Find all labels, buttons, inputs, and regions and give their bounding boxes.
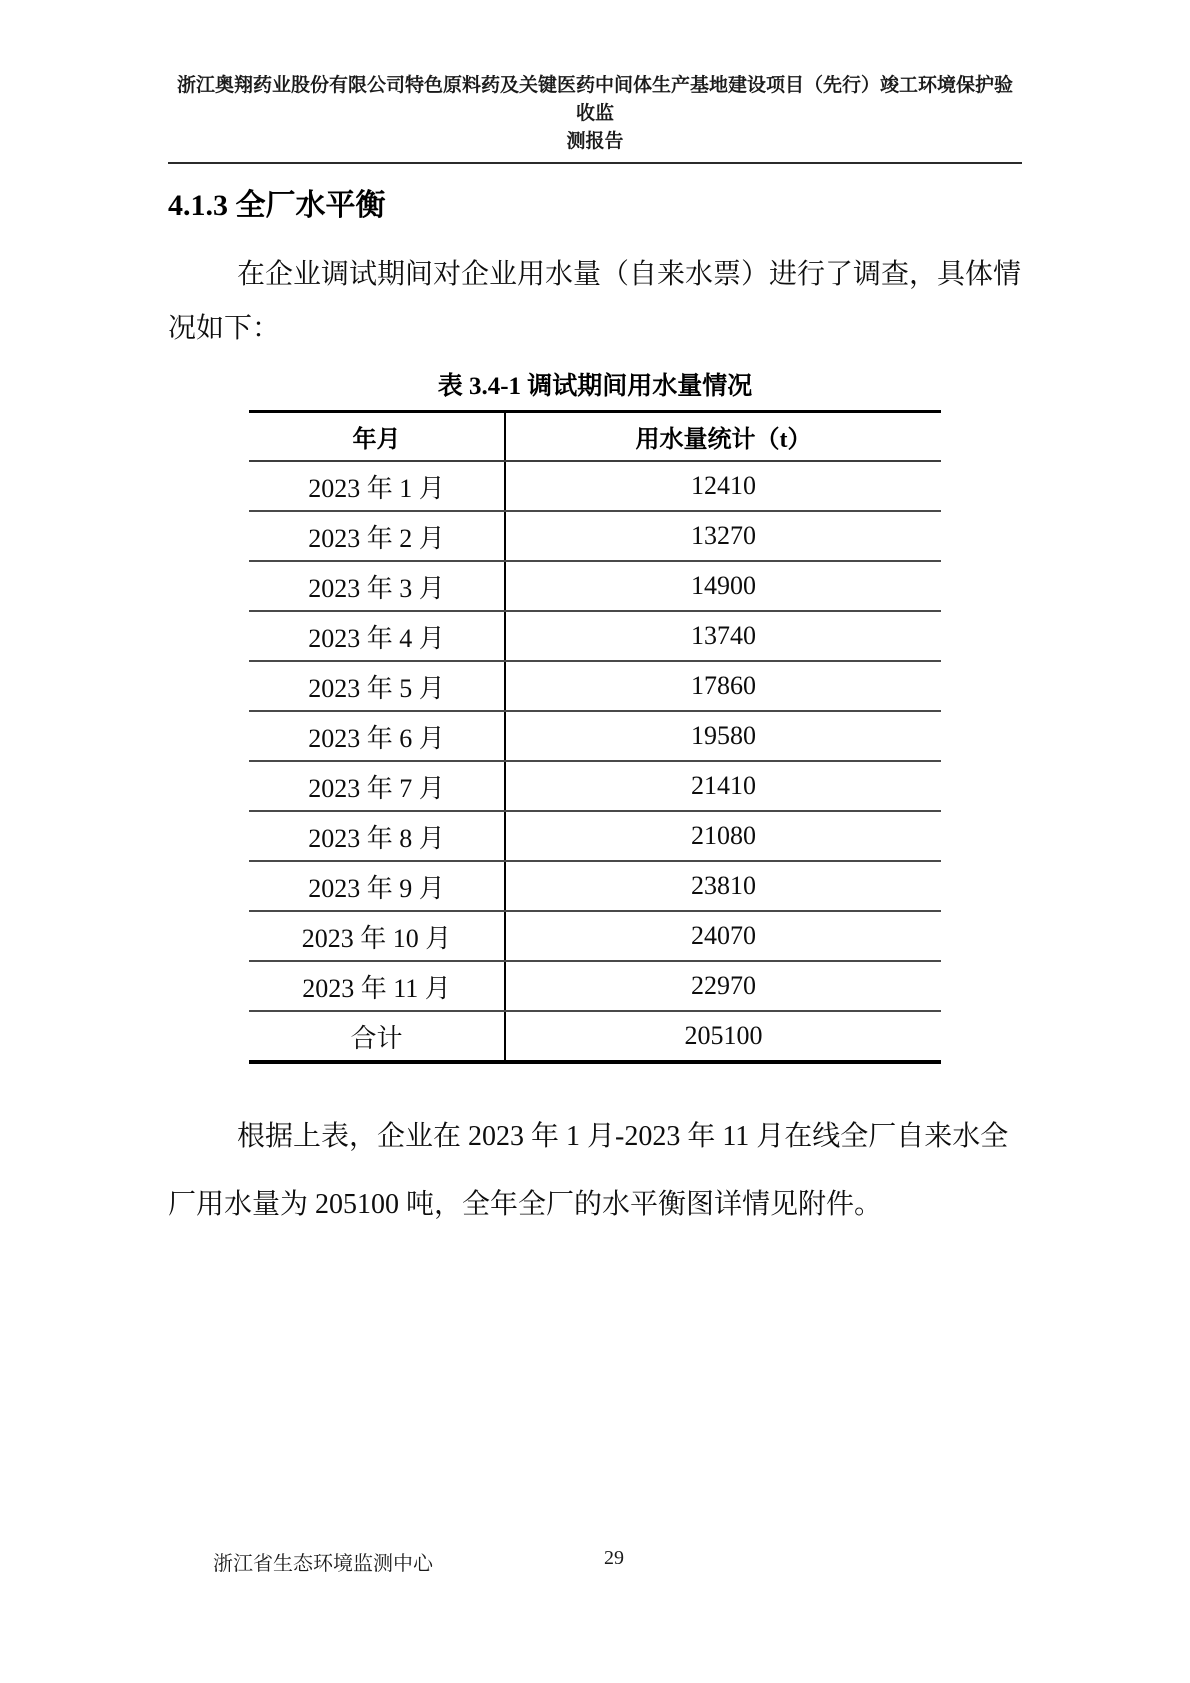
- cell-usage: 14900: [505, 561, 941, 611]
- header-title-line2: 测报告: [566, 131, 624, 152]
- cell-month: 2023 年 3 月: [249, 561, 505, 611]
- cell-month: 2023 年 11 月: [249, 961, 505, 1011]
- column-header-month: 年月: [249, 412, 505, 462]
- water-usage-table: [249, 410, 941, 1064]
- cell-usage: 24070: [505, 911, 941, 961]
- cell-usage: 21080: [505, 811, 941, 861]
- footer-organization: 浙江省生态环境监测中心: [213, 1553, 433, 1575]
- table-row: [249, 961, 941, 1011]
- summary-paragraph-line1: 根据上表，企业在 2023 年 1 月-2023 年 11 月在线全厂自来水全: [237, 1121, 1009, 1152]
- table-row: [249, 911, 941, 961]
- table-row: [249, 811, 941, 861]
- table-row: [249, 711, 941, 761]
- cell-month: 2023 年 2 月: [249, 511, 505, 561]
- cell-month: 2023 年 10 月: [249, 911, 505, 961]
- summary-paragraph-line2: 厂用水量为 205100 吨，全年全厂的水平衡图详情见附件。: [168, 1189, 883, 1220]
- section-heading: 4.1.3 全厂水平衡: [168, 189, 386, 222]
- table-header-row: [249, 412, 941, 462]
- cell-usage: 23810: [505, 861, 941, 911]
- cell-usage: 205100: [684, 1021, 763, 1050]
- cell-usage: 21410: [505, 761, 941, 811]
- page-number: 29: [604, 1547, 624, 1569]
- table-row: [249, 511, 941, 561]
- intro-paragraph: [168, 260, 1022, 344]
- header-rule: [168, 162, 1022, 164]
- table-row: [249, 861, 941, 911]
- table-row: [249, 461, 941, 511]
- summary-paragraph: [168, 1122, 1022, 1220]
- cell-month: 2023 年 5 月: [249, 661, 505, 711]
- cell-month: 2023 年 6 月: [249, 711, 505, 761]
- cell-usage: 13270: [505, 511, 941, 561]
- cell-usage: 19580: [505, 711, 941, 761]
- header-title-line1: 浙江奥翔药业股份有限公司特色原料药及关键医药中间体生产基地建设项目（先行）竣工环境保护验收监: [176, 75, 1013, 124]
- cell-usage: 17860: [505, 661, 941, 711]
- table-caption: 表 3.4-1 调试期间用水量情况: [437, 373, 753, 400]
- cell-month: 合计: [249, 1011, 505, 1062]
- cell-month: 2023 年 7 月: [249, 761, 505, 811]
- intro-paragraph-line1: 在企业调试期间对企业用水量（自来水票）进行了调查，具体情: [237, 259, 1022, 290]
- cell-month: 2023 年 8 月: [249, 811, 505, 861]
- intro-paragraph-line2: 况如下：: [168, 313, 281, 344]
- cell-month: 2023 年 9 月: [249, 861, 505, 911]
- table-row: [249, 611, 941, 661]
- table-row: [249, 561, 941, 611]
- cell-usage: 22970: [505, 961, 941, 1011]
- table-row: [249, 761, 941, 811]
- cell-usage: 12410: [505, 461, 941, 511]
- cell-month: 2023 年 1 月: [249, 461, 505, 511]
- table-row: [249, 1011, 941, 1062]
- cell-usage: 13740: [505, 611, 941, 661]
- cell-month: 2023 年 4 月: [249, 611, 505, 661]
- column-header-usage: 用水量统计（t）: [505, 412, 941, 462]
- table-row: [249, 661, 941, 711]
- page-header: [168, 72, 1022, 156]
